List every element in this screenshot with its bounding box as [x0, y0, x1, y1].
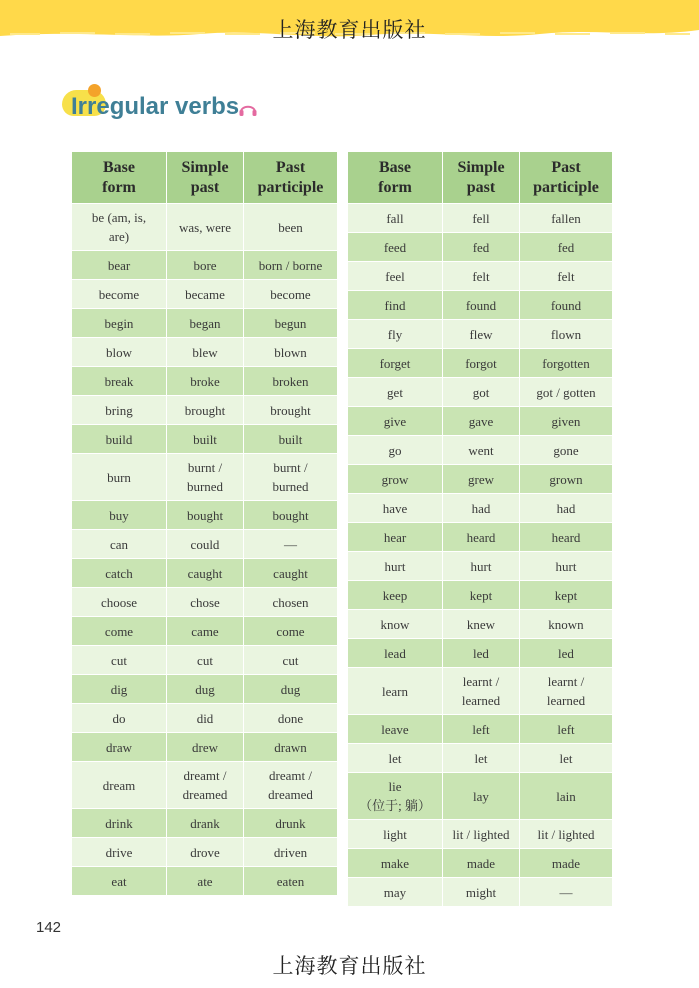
past-participle-cell: cut [244, 646, 338, 675]
simple-past-cell: got [443, 378, 520, 407]
verb-row [72, 204, 338, 251]
base-form-cell: hurt [348, 552, 443, 581]
verb-row [72, 809, 338, 838]
verb-row [348, 378, 613, 407]
past-participle-cell: got / gotten [520, 378, 613, 407]
past-participle-cell: come [244, 617, 338, 646]
past-participle-cell: grown [520, 465, 613, 494]
header-past-participle: Past participle [520, 152, 613, 204]
past-participle-cell: broken [244, 367, 338, 396]
verb-row [348, 581, 613, 610]
simple-past-cell: brought [167, 396, 244, 425]
past-participle-cell: become [244, 280, 338, 309]
simple-past-cell: led [443, 639, 520, 668]
verb-row [72, 762, 338, 809]
base-form-cell: forget [348, 349, 443, 378]
base-form-cell: burn [72, 454, 167, 501]
verb-row [72, 338, 338, 367]
base-form-cell: come [72, 617, 167, 646]
base-form-cell: keep [348, 581, 443, 610]
simple-past-cell: came [167, 617, 244, 646]
simple-past-cell: bore [167, 251, 244, 280]
base-form-cell: draw [72, 733, 167, 762]
base-form-cell: go [348, 436, 443, 465]
simple-past-cell: might [443, 878, 520, 907]
simple-past-cell: found [443, 291, 520, 320]
base-form-cell: learn [348, 668, 443, 715]
simple-past-cell: grew [443, 465, 520, 494]
base-form-cell: make [348, 849, 443, 878]
base-form-cell: dig [72, 675, 167, 704]
past-participle-cell: built [244, 425, 338, 454]
verb-row [72, 530, 338, 559]
past-participle-cell: known [520, 610, 613, 639]
verb-row [348, 715, 613, 744]
simple-past-cell: went [443, 436, 520, 465]
page-number: 142 [36, 919, 62, 936]
base-form-cell: have [348, 494, 443, 523]
base-form-cell: eat [72, 867, 167, 896]
simple-past-cell: bought [167, 501, 244, 530]
past-participle-cell: had [520, 494, 613, 523]
past-participle-cell: lit / lighted [520, 820, 613, 849]
verb-row [72, 867, 338, 896]
past-participle-cell: lain [520, 773, 613, 820]
verb-row [348, 849, 613, 878]
simple-past-cell: built [167, 425, 244, 454]
simple-past-cell: had [443, 494, 520, 523]
base-form-cell: light [348, 820, 443, 849]
verb-row [348, 204, 613, 233]
verb-row [72, 251, 338, 280]
base-form-cell: become [72, 280, 167, 309]
past-participle-cell: blown [244, 338, 338, 367]
simple-past-cell: fell [443, 204, 520, 233]
past-participle-cell: drunk [244, 809, 338, 838]
simple-past-cell: felt [443, 262, 520, 291]
header-base-form: Base form [72, 152, 167, 204]
past-participle-cell: made [520, 849, 613, 878]
verb-row [348, 820, 613, 849]
verb-row [348, 320, 613, 349]
simple-past-cell: caught [167, 559, 244, 588]
past-participle-cell: given [520, 407, 613, 436]
verb-row [348, 878, 613, 907]
verb-row [348, 349, 613, 378]
base-form-cell: build [72, 425, 167, 454]
verb-row [72, 309, 338, 338]
past-participle-cell: burnt / burned [244, 454, 338, 501]
header-simple-past: Simple past [167, 152, 244, 204]
verb-row [72, 588, 338, 617]
base-form-cell: feel [348, 262, 443, 291]
past-participle-cell: driven [244, 838, 338, 867]
verb-row [348, 291, 613, 320]
past-participle-cell: brought [244, 396, 338, 425]
base-form-cell: break [72, 367, 167, 396]
simple-past-cell: gave [443, 407, 520, 436]
base-form-cell: know [348, 610, 443, 639]
past-participle-cell: let [520, 744, 613, 773]
simple-past-cell: made [443, 849, 520, 878]
simple-past-cell: knew [443, 610, 520, 639]
simple-past-cell: learnt / learned [443, 668, 520, 715]
verbs-table-left [71, 151, 338, 896]
simple-past-cell: dug [167, 675, 244, 704]
past-participle-cell: fed [520, 233, 613, 262]
verb-row [72, 367, 338, 396]
simple-past-cell: left [443, 715, 520, 744]
simple-past-cell: fed [443, 233, 520, 262]
verb-row [72, 646, 338, 675]
section-title-text: Irregular verbs [71, 93, 240, 120]
verb-row [348, 436, 613, 465]
base-form-cell: let [348, 744, 443, 773]
past-participle-cell: felt [520, 262, 613, 291]
simple-past-cell: did [167, 704, 244, 733]
past-participle-cell: begun [244, 309, 338, 338]
base-form-cell: find [348, 291, 443, 320]
base-form-cell: give [348, 407, 443, 436]
table-header-row [72, 152, 338, 204]
base-form-cell: bring [72, 396, 167, 425]
verb-row [348, 407, 613, 436]
base-form-cell: blow [72, 338, 167, 367]
base-form-cell: cut [72, 646, 167, 675]
base-form-cell: leave [348, 715, 443, 744]
verb-row [348, 639, 613, 668]
past-participle-cell: left [520, 715, 613, 744]
simple-past-cell: dreamt / dreamed [167, 762, 244, 809]
header-past-participle: Past participle [244, 152, 338, 204]
simple-past-cell: let [443, 744, 520, 773]
past-participle-cell: bought [244, 501, 338, 530]
past-participle-cell: forgotten [520, 349, 613, 378]
simple-past-cell: forgot [443, 349, 520, 378]
simple-past-cell: began [167, 309, 244, 338]
past-participle-cell: done [244, 704, 338, 733]
verb-row [348, 744, 613, 773]
past-participle-cell: been [244, 204, 338, 251]
verb-row [348, 610, 613, 639]
base-form-cell: fly [348, 320, 443, 349]
verb-row [348, 262, 613, 291]
base-form-cell: begin [72, 309, 167, 338]
simple-past-cell: drew [167, 733, 244, 762]
verb-row [72, 704, 338, 733]
simple-past-cell: flew [443, 320, 520, 349]
simple-past-cell: lay [443, 773, 520, 820]
simple-past-cell: became [167, 280, 244, 309]
verb-row [72, 280, 338, 309]
header-simple-past: Simple past [443, 152, 520, 204]
verb-row [348, 552, 613, 581]
base-form-cell: buy [72, 501, 167, 530]
past-participle-cell: flown [520, 320, 613, 349]
base-form-cell: feed [348, 233, 443, 262]
verb-row [72, 675, 338, 704]
simple-past-cell: lit / lighted [443, 820, 520, 849]
simple-past-cell: chose [167, 588, 244, 617]
verb-row [72, 396, 338, 425]
past-participle-cell: dug [244, 675, 338, 704]
verb-row [348, 494, 613, 523]
past-participle-cell: heard [520, 523, 613, 552]
base-form-cell: be (am, is, are) [72, 204, 167, 251]
past-participle-cell: eaten [244, 867, 338, 896]
simple-past-cell: ate [167, 867, 244, 896]
past-participle-cell: led [520, 639, 613, 668]
simple-past-cell: heard [443, 523, 520, 552]
base-form-cell: catch [72, 559, 167, 588]
verb-row [348, 773, 613, 820]
past-participle-cell: born / borne [244, 251, 338, 280]
verb-row [72, 501, 338, 530]
table-header-row [348, 152, 613, 204]
verb-row [72, 454, 338, 501]
base-form-cell: get [348, 378, 443, 407]
simple-past-cell: kept [443, 581, 520, 610]
past-participle-cell: gone [520, 436, 613, 465]
past-participle-cell: drawn [244, 733, 338, 762]
publisher-header: 上海教育出版社 [272, 18, 427, 42]
past-participle-cell: — [520, 878, 613, 907]
base-form-cell: dream [72, 762, 167, 809]
past-participle-cell: dreamt / dreamed [244, 762, 338, 809]
simple-past-cell: blew [167, 338, 244, 367]
verb-row [72, 617, 338, 646]
simple-past-cell: hurt [443, 552, 520, 581]
verbs-table-right [347, 151, 613, 907]
verb-row [348, 668, 613, 715]
base-form-cell: do [72, 704, 167, 733]
past-participle-cell: hurt [520, 552, 613, 581]
verb-row [348, 233, 613, 262]
base-form-cell: may [348, 878, 443, 907]
base-form-cell: bear [72, 251, 167, 280]
past-participle-cell: found [520, 291, 613, 320]
base-form-cell: can [72, 530, 167, 559]
simple-past-cell: drank [167, 809, 244, 838]
base-form-cell: drink [72, 809, 167, 838]
simple-past-cell: was, were [167, 204, 244, 251]
base-form-cell: fall [348, 204, 443, 233]
verb-row [348, 523, 613, 552]
verb-row [72, 838, 338, 867]
base-form-cell: drive [72, 838, 167, 867]
past-participle-cell: fallen [520, 204, 613, 233]
base-form-cell: grow [348, 465, 443, 494]
header-base-form: Base form [348, 152, 443, 204]
base-form-cell: lie （位于; 躺） [348, 773, 443, 820]
base-form-cell: choose [72, 588, 167, 617]
past-participle-cell: learnt / learned [520, 668, 613, 715]
simple-past-cell: could [167, 530, 244, 559]
simple-past-cell: broke [167, 367, 244, 396]
past-participle-cell: kept [520, 581, 613, 610]
past-participle-cell: caught [244, 559, 338, 588]
verb-row [72, 559, 338, 588]
verb-row [72, 733, 338, 762]
headphone-icon[interactable] [238, 100, 258, 118]
past-participle-cell: chosen [244, 588, 338, 617]
simple-past-cell: cut [167, 646, 244, 675]
base-form-cell: hear [348, 523, 443, 552]
verb-row [348, 465, 613, 494]
publisher-footer: 上海教育出版社 [272, 954, 427, 978]
base-form-cell: lead [348, 639, 443, 668]
past-participle-cell: — [244, 530, 338, 559]
simple-past-cell: burnt / burned [167, 454, 244, 501]
simple-past-cell: drove [167, 838, 244, 867]
verb-row [72, 425, 338, 454]
